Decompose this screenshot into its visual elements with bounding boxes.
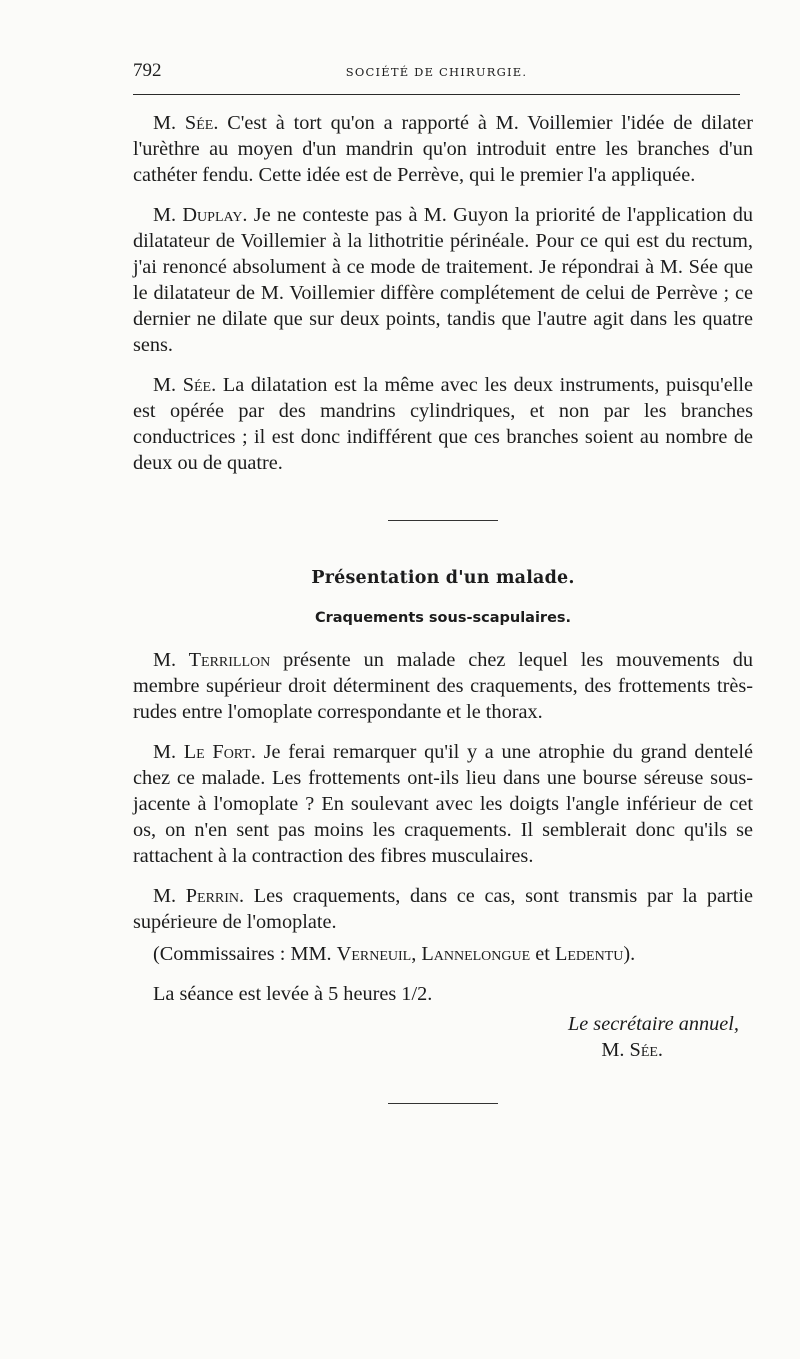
signature-name: M. Sée. — [601, 1039, 663, 1061]
paragraph-see-2 — [133, 372, 753, 476]
commission-line: (Commissaires : MM. Verneuil, Lannelongue et Ledentu). — [153, 943, 636, 965]
paragraph-text: C'est à tort qu'on a rapporté à M. Voillemier l'idée de dilater l'urèthre au moyen d'un mandrin qu'on introduit entre les branches d'un cathéter fendu. Cette idée est de Perrève, qui le premier l'a appliquée. — [133, 112, 753, 186]
end-divider — [388, 1103, 498, 1104]
speaker: M. Le Fort. — [153, 741, 256, 763]
commissioner-name: Lannelongue — [421, 943, 531, 965]
paragraph-text: Les craquements, dans ce cas, sont transmis par la partie supérieure de l'omoplate. — [133, 885, 753, 933]
running-title: SOCIÉTÉ DE CHIRURGIE. — [345, 65, 528, 79]
paragraph-see-1 — [133, 110, 753, 188]
paragraph-text: présente un malade chez lequel les mouvements du membre supérieur droit déterminent des craquements, des frottements très-rudes entre l'omoplate correspondante et le thorax. — [133, 649, 753, 723]
paragraph-text: Je ferai remarquer qu'il y a une atrophie du grand dentelé chez ce malade. Les frottements ont-ils lieu dans une bourse séreuse sous-jacente à l'omoplate ? En soulevant avec les doigts l'angle inférieur de cet os, on n'en sent pas moins les craquements. Il semblerait donc qu'ils se rattachent à la contraction des fibres musculaires. — [133, 741, 753, 867]
speaker: M. Perrin. — [153, 885, 245, 907]
header-rule — [133, 94, 740, 95]
speaker: M. Sée. — [153, 374, 217, 396]
paragraph-terrillon — [133, 647, 753, 725]
speaker: M. Terrillon — [153, 649, 271, 671]
paragraph-le-fort — [133, 739, 753, 869]
speaker: M. Sée. — [153, 112, 219, 134]
paragraph-perrin — [133, 883, 753, 935]
commissioner-name: Ledentu — [554, 943, 624, 965]
section-subtitle: Craquements sous-scapulaires. — [314, 610, 572, 626]
signature-block — [133, 1011, 753, 1063]
page-number: 792 — [133, 60, 162, 81]
commissioner-name: Verneuil, — [336, 943, 417, 965]
section-title: Présentation d'un malade. — [311, 568, 575, 588]
section-divider — [388, 520, 498, 521]
paragraph-text: La dilatation est la même avec les deux instruments, puisqu'elle est opérée par des mandrins cylindriques, et non par les branches conductrices ; il est donc indifférent que ces branches soient au nombre de deux ou de quatre. — [133, 374, 753, 474]
paragraph-text: Je ne conteste pas à M. Guyon la priorité de l'application du dilatateur de Voillemier à la lithotritie périnéale. Pour ce qui est du rectum, j'ai renoncé absolument à ce mode de traitement. Je répondrai à M. Sée que le dilatateur de M. Voillemier diffère complétement de celui de Perrève ; ce dernier ne dilate que sur deux points, tandis que l'autre agit dans les quatre sens. — [133, 204, 753, 356]
signature-title: Le secrétaire annuel, — [567, 1013, 739, 1035]
speaker: M. Duplay. — [153, 204, 248, 226]
paragraph-duplay — [133, 202, 753, 358]
page-header — [133, 60, 740, 88]
page-body — [133, 110, 753, 1104]
closing-line: La séance est levée à 5 heures 1/2. — [153, 983, 433, 1005]
